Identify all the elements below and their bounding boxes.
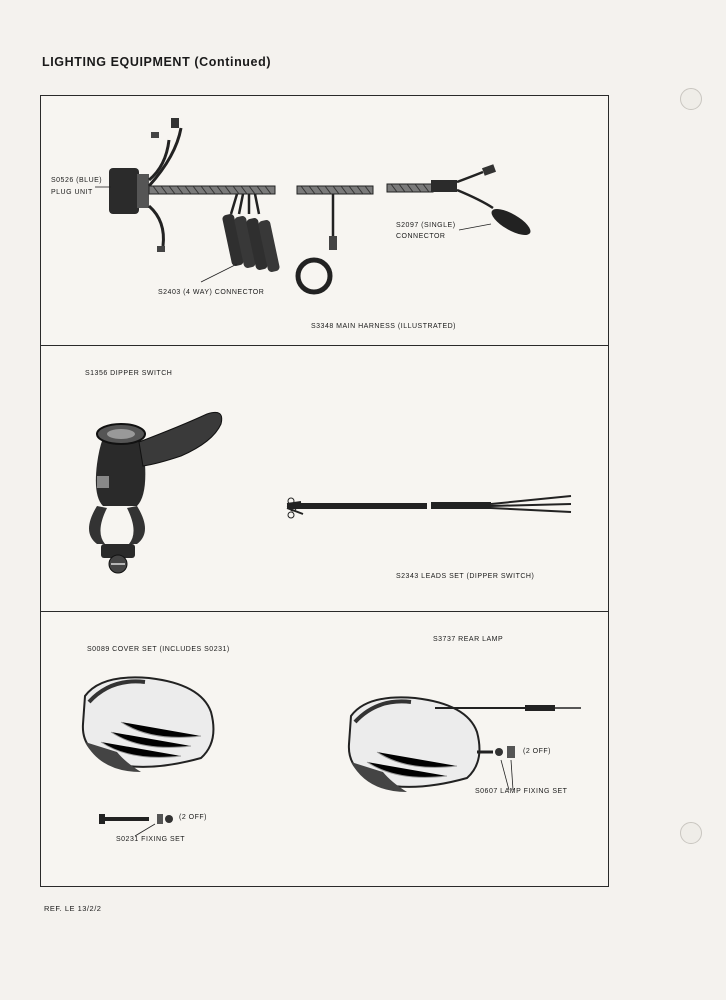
label-two-off-left: (2 OFF) xyxy=(179,814,207,821)
label-two-off-right: (2 OFF) xyxy=(523,748,551,755)
label-plug-unit-line2: PLUG UNIT xyxy=(51,189,93,196)
label-lamp-fixing-set: S0607 LAMP FIXING SET xyxy=(475,788,568,795)
harness-illustration xyxy=(41,96,608,345)
dipper-switch-illustration xyxy=(41,346,608,611)
label-fixing-set: S0231 FIXING SET xyxy=(116,836,186,843)
label-dipper-switch: S1356 DIPPER SWITCH xyxy=(85,370,173,377)
label-single-connector-line1: S2097 (SINGLE) xyxy=(396,222,456,229)
page-title: LIGHTING EQUIPMENT (Continued) xyxy=(42,55,272,69)
parts-frame xyxy=(40,95,609,887)
label-main-harness: S3348 MAIN HARNESS (ILLUSTRATED) xyxy=(311,323,457,330)
reference-code: REF. LE 13/2/2 xyxy=(44,904,102,913)
panel-dipper-switch xyxy=(41,346,608,612)
label-single-connector-line2: CONNECTOR xyxy=(396,233,446,240)
punch-hole-top xyxy=(680,88,702,110)
panel-main-harness xyxy=(41,96,608,346)
label-leads-set: S2343 LEADS SET (DIPPER SWITCH) xyxy=(396,573,535,580)
punch-hole-bottom xyxy=(680,822,702,844)
label-four-way-connector: S2403 (4 WAY) CONNECTOR xyxy=(158,289,265,296)
panel-rear-lamp xyxy=(41,612,608,886)
label-plug-unit-line1: S0526 (BLUE) xyxy=(51,177,103,184)
label-cover-set-visible: S0089 COVER SET (INCLUDES S0231) xyxy=(87,646,230,653)
label-rear-lamp: S3737 REAR LAMP xyxy=(433,636,504,643)
